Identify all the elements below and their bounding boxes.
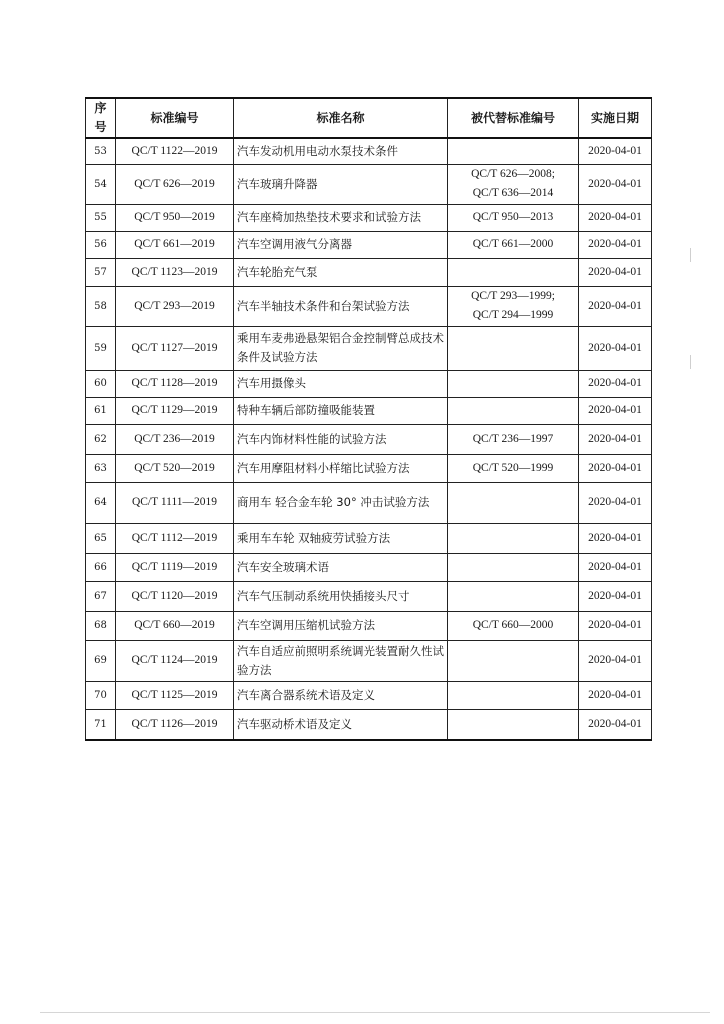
replaced-standards	[448, 138, 579, 164]
standard-code: QC/T 1123—2019	[116, 258, 234, 286]
replaced-standards	[448, 397, 579, 424]
standard-code: QC/T 1129—2019	[116, 397, 234, 424]
standards-table	[85, 97, 652, 741]
standard-code: QC/T 1119—2019	[116, 553, 234, 581]
table-row	[86, 553, 652, 581]
replaced-standards	[448, 523, 579, 553]
implementation-date: 2020-04-01	[579, 553, 652, 581]
implementation-date: 2020-04-01	[579, 424, 652, 454]
implementation-date: 2020-04-01	[579, 709, 652, 740]
row-number: 54	[86, 164, 116, 204]
table-row	[86, 424, 652, 454]
standard-code: QC/T 1124—2019	[116, 640, 234, 681]
row-number: 57	[86, 258, 116, 286]
standard-code: QC/T 661—2019	[116, 231, 234, 258]
standard-name: 汽车空调用压缩机试验方法	[234, 611, 448, 640]
row-number: 68	[86, 611, 116, 640]
table-row	[86, 231, 652, 258]
table-row	[86, 397, 652, 424]
replaced-standard-code: QC/T 950—2013	[472, 211, 554, 223]
standard-name: 汽车座椅加热垫技术要求和试验方法	[234, 204, 448, 231]
row-number: 63	[86, 454, 116, 482]
replaced-standards	[448, 231, 579, 258]
row-number: 69	[86, 640, 116, 681]
standard-name: 汽车轮胎充气泵	[234, 258, 448, 286]
table-row	[86, 286, 652, 326]
scan-edge-mark	[690, 355, 691, 369]
table-body	[86, 138, 652, 740]
table-row	[86, 709, 652, 740]
standard-name: 汽车驱动桥术语及定义	[234, 709, 448, 740]
replaced-standards	[448, 286, 579, 326]
row-number: 71	[86, 709, 116, 740]
row-number: 64	[86, 482, 116, 523]
replaced-standards	[448, 681, 579, 709]
row-number: 53	[86, 138, 116, 164]
standard-code: QC/T 1111—2019	[116, 482, 234, 523]
header-replaced: 被代替标准编号	[448, 98, 579, 138]
standard-code: QC/T 1127—2019	[116, 326, 234, 370]
replaced-standards	[448, 454, 579, 482]
standard-name: 汽车半轴技术条件和台架试验方法	[234, 286, 448, 326]
standard-name: 汽车气压制动系统用快插接头尺寸	[234, 581, 448, 611]
implementation-date: 2020-04-01	[579, 397, 652, 424]
row-number: 65	[86, 523, 116, 553]
standard-code: QC/T 1126—2019	[116, 709, 234, 740]
row-number: 59	[86, 326, 116, 370]
header-no: 序号	[86, 98, 116, 138]
standard-code: QC/T 1112—2019	[116, 523, 234, 553]
implementation-date: 2020-04-01	[579, 164, 652, 204]
implementation-date: 2020-04-01	[579, 231, 652, 258]
row-number: 58	[86, 286, 116, 326]
standard-name: 汽车玻璃升降器	[234, 164, 448, 204]
implementation-date: 2020-04-01	[579, 258, 652, 286]
implementation-date: 2020-04-01	[579, 482, 652, 523]
replaced-standards	[448, 709, 579, 740]
implementation-date: 2020-04-01	[579, 611, 652, 640]
standard-name: 乘用车麦弗逊悬架铝合金控制臂总成技术条件及试验方法	[234, 326, 448, 370]
standard-name: 汽车安全玻璃术语	[234, 553, 448, 581]
standard-code: QC/T 660—2019	[116, 611, 234, 640]
row-number: 62	[86, 424, 116, 454]
standard-code: QC/T 1120—2019	[116, 581, 234, 611]
replaced-standards	[448, 640, 579, 681]
replaced-standard-code: QC/T 520—1999	[472, 461, 554, 474]
replaced-standards	[448, 164, 579, 204]
table-row	[86, 164, 652, 204]
replaced-standards	[448, 611, 579, 640]
table-row	[86, 370, 652, 397]
row-number: 60	[86, 370, 116, 397]
standard-name: 特种车辆后部防撞吸能装置	[234, 397, 448, 424]
implementation-date: 2020-04-01	[579, 370, 652, 397]
standard-name: 乘用车车轮 双轴疲劳试验方法	[234, 523, 448, 553]
table-row	[86, 482, 652, 523]
standard-code: QC/T 293—2019	[116, 286, 234, 326]
standard-code: QC/T 236—2019	[116, 424, 234, 454]
standard-name: 汽车离合器系统术语及定义	[234, 681, 448, 709]
table-row	[86, 258, 652, 286]
replaced-standard-code: QC/T 294—1999	[472, 309, 554, 321]
header-date: 实施日期	[579, 98, 652, 138]
implementation-date: 2020-04-01	[579, 204, 652, 231]
replaced-standards	[448, 424, 579, 454]
implementation-date: 2020-04-01	[579, 581, 652, 611]
implementation-date: 2020-04-01	[579, 640, 652, 681]
table-row	[86, 611, 652, 640]
implementation-date: 2020-04-01	[579, 523, 652, 553]
replaced-standards	[448, 370, 579, 397]
replaced-standards	[448, 553, 579, 581]
standard-name: 汽车发动机用电动水泵技术条件	[234, 138, 448, 164]
table-row	[86, 454, 652, 482]
implementation-date: 2020-04-01	[579, 286, 652, 326]
replaced-standard-code: QC/T 660—2000	[472, 619, 554, 631]
row-number: 66	[86, 553, 116, 581]
table-row	[86, 204, 652, 231]
table-row	[86, 640, 652, 681]
scan-bottom-line	[40, 1012, 710, 1013]
replaced-standards	[448, 326, 579, 370]
standard-code: QC/T 950—2019	[116, 204, 234, 231]
table-row	[86, 681, 652, 709]
table-header-row	[86, 98, 652, 138]
implementation-date: 2020-04-01	[579, 681, 652, 709]
row-number: 55	[86, 204, 116, 231]
implementation-date: 2020-04-01	[579, 454, 652, 482]
standard-name: 汽车空调用液气分离器	[234, 231, 448, 258]
header-code: 标准编号	[116, 98, 234, 138]
replaced-standards	[448, 204, 579, 231]
standard-code: QC/T 1122—2019	[116, 138, 234, 164]
implementation-date: 2020-04-01	[579, 138, 652, 164]
standard-code: QC/T 1125—2019	[116, 681, 234, 709]
replaced-standard-code: QC/T 626—2008;	[471, 168, 555, 180]
standard-code: QC/T 520—2019	[116, 454, 234, 482]
row-number: 67	[86, 581, 116, 611]
standard-code: QC/T 626—2019	[116, 164, 234, 204]
table-row	[86, 581, 652, 611]
scan-edge-mark	[690, 248, 691, 262]
standard-name: 商用车 轻合金车轮 30° 冲击试验方法	[234, 482, 448, 523]
replaced-standard-code: QC/T 661—2000	[472, 238, 554, 250]
replaced-standard-code: QC/T 293—1999;	[471, 290, 555, 302]
table-row	[86, 326, 652, 370]
row-number: 56	[86, 231, 116, 258]
standard-code: QC/T 1128—2019	[116, 370, 234, 397]
row-number: 61	[86, 397, 116, 424]
replaced-standards	[448, 258, 579, 286]
row-number: 70	[86, 681, 116, 709]
standard-name: 汽车用摩阻材料小样缩比试验方法	[234, 454, 448, 482]
table-row	[86, 138, 652, 164]
table-row	[86, 523, 652, 553]
standard-name: 汽车自适应前照明系统调光装置耐久性试验方法	[234, 640, 448, 681]
replaced-standard-code: QC/T 636—2014	[472, 187, 554, 199]
header-name: 标准名称	[234, 98, 448, 138]
replaced-standards	[448, 482, 579, 523]
standard-name: 汽车内饰材料性能的试验方法	[234, 424, 448, 454]
replaced-standard-code: QC/T 236—1997	[472, 432, 554, 445]
implementation-date: 2020-04-01	[579, 326, 652, 370]
replaced-standards	[448, 581, 579, 611]
standard-name: 汽车用摄像头	[234, 370, 448, 397]
